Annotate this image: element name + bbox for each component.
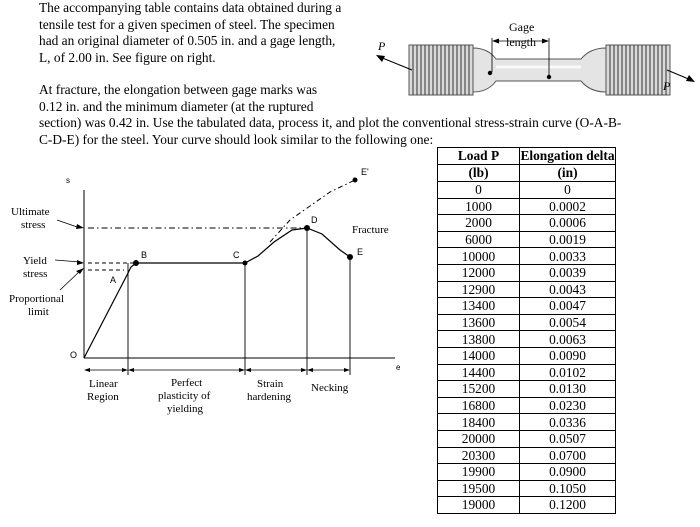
load-cell: 15200 xyxy=(438,381,520,398)
table-row xyxy=(438,430,616,447)
table-row xyxy=(438,314,616,331)
table-row xyxy=(438,397,616,414)
table-row xyxy=(438,231,616,248)
point-a-label: A xyxy=(110,275,117,285)
table-row xyxy=(438,264,616,281)
elongation-cell: 0.0900 xyxy=(520,464,616,481)
table-row xyxy=(438,447,616,464)
table-row xyxy=(438,414,616,431)
region-plastic-1: Perfect xyxy=(171,377,203,389)
load-cell: 2000 xyxy=(438,215,520,232)
problem-line: C-D-E) for the steel. Your curve should look similar to the following one: xyxy=(39,131,434,147)
elongation-cell: 0.0047 xyxy=(520,298,616,315)
elongation-cell: 0.0043 xyxy=(520,281,616,298)
elongation-cell: 0.0002 xyxy=(520,198,616,215)
gage-label-2: length xyxy=(506,35,536,49)
load-cell: 13400 xyxy=(438,298,520,315)
problem-line: section) was 0.42 in. Use the tabulated data, process it, and plot the conventional stress-strain curve (O-A-B- xyxy=(39,115,622,131)
elongation-cell: 0.0039 xyxy=(520,264,616,281)
problem-paragraph-1 xyxy=(39,0,341,66)
region-hardening-1: Strain xyxy=(257,378,284,390)
region-hardening-2: hardening xyxy=(247,391,291,403)
point-d xyxy=(304,225,310,231)
yield-label-1: Yield xyxy=(23,255,47,267)
table-header-row xyxy=(438,148,616,165)
elongation-cell: 0.0006 xyxy=(520,215,616,232)
point-b xyxy=(133,260,139,266)
elongation-cell: 0.0054 xyxy=(520,314,616,331)
gage-mark-left xyxy=(488,71,492,75)
region-linear-2: Region xyxy=(87,391,119,403)
load-label-left: P xyxy=(378,39,386,53)
load-cell: 16800 xyxy=(438,397,520,414)
region-linear-1: Linear xyxy=(89,378,118,390)
load-cell: 10000 xyxy=(438,248,520,265)
table-row xyxy=(438,198,616,215)
load-cell: 14400 xyxy=(438,364,520,381)
header-elongation: Elongation delta xyxy=(520,148,615,164)
load-cell: 0 xyxy=(438,182,520,199)
region-plastic-2: plasticity of xyxy=(158,390,211,402)
gage-label-1: Gage xyxy=(509,20,535,34)
specimen-figure xyxy=(376,15,696,110)
ultimate-label-1: Ultimate xyxy=(11,206,50,218)
point-c xyxy=(243,261,248,266)
load-cell: 19000 xyxy=(438,497,520,514)
elongation-cell: 0.0063 xyxy=(520,331,616,348)
load-cell: 18400 xyxy=(438,414,520,431)
axis-x-label: e xyxy=(396,363,401,372)
elongation-cell: 0.0700 xyxy=(520,447,616,464)
point-e xyxy=(347,254,353,260)
specimen-gage-section xyxy=(473,48,606,92)
load-cell: 14000 xyxy=(438,347,520,364)
ultimate-label-2: stress xyxy=(21,219,46,231)
point-c-label: C xyxy=(233,250,240,260)
elongation-cell: 0.0507 xyxy=(520,430,616,447)
problem-line: 0.12 in. and the minimum diameter (at the ruptured xyxy=(39,98,314,114)
right-thread-lines xyxy=(610,45,666,95)
elongation-cell: 0.0130 xyxy=(520,381,616,398)
header-elongation-unit: (in) xyxy=(520,165,616,182)
load-cell: 6000 xyxy=(438,231,520,248)
load-cell: 20300 xyxy=(438,447,520,464)
true-stress-curve xyxy=(270,180,355,242)
elongation-cell: 0.1200 xyxy=(520,497,616,514)
problem-line: had an original diameter of 0.505 in. and a gage length, xyxy=(39,33,336,49)
table-row xyxy=(438,480,616,497)
load-cell: 1000 xyxy=(438,198,520,215)
axis-y-label: s xyxy=(66,176,70,185)
elongation-cell: 0.0336 xyxy=(520,414,616,431)
point-e-label: E xyxy=(357,247,364,257)
load-cell: 12000 xyxy=(438,264,520,281)
yield-pointer xyxy=(55,260,80,262)
proportional-pointer xyxy=(60,271,80,290)
elongation-cell: 0.0102 xyxy=(520,364,616,381)
table-row xyxy=(438,364,616,381)
data-table xyxy=(437,147,616,514)
header-load: Load P xyxy=(438,148,520,165)
load-cell: 19900 xyxy=(438,464,520,481)
table-row xyxy=(438,248,616,265)
load-cell: 13600 xyxy=(438,314,520,331)
table-header-units-row xyxy=(438,165,616,182)
proportional-label-1: Proportional xyxy=(9,293,64,305)
header-load-unit: (lb) xyxy=(438,165,520,182)
right-load-arrowhead xyxy=(686,75,695,82)
problem-line: The accompanying table contains data obtained during a xyxy=(39,0,342,15)
region-plastic-3: yielding xyxy=(167,403,204,415)
point-d-label: D xyxy=(311,215,318,225)
elongation-cell: 0.0090 xyxy=(520,347,616,364)
table-row xyxy=(438,347,616,364)
problem-line: tensile test for a given specimen of steel. The specimen xyxy=(39,16,335,32)
table-row xyxy=(438,298,616,315)
fracture-label: Fracture xyxy=(352,224,389,236)
left-thread-lines xyxy=(413,45,469,95)
problem-line: At fracture, the elongation between gage marks was xyxy=(39,82,318,97)
proportional-label-2: limit xyxy=(28,306,49,318)
load-cell: 13800 xyxy=(438,331,520,348)
load-cell: 12900 xyxy=(438,281,520,298)
table-row xyxy=(438,281,616,298)
origin-label: O xyxy=(70,350,78,360)
load-label-right: P xyxy=(663,79,671,93)
stress-strain-curve xyxy=(84,228,350,358)
left-load-line xyxy=(380,57,412,70)
table-row xyxy=(438,497,616,514)
table-row xyxy=(438,464,616,481)
elongation-cell: 0.0230 xyxy=(520,397,616,414)
elongation-cell: 0.0019 xyxy=(520,231,616,248)
left-load-arrowhead xyxy=(376,55,385,62)
problem-line: L, of 2.00 in. See figure on right. xyxy=(39,49,216,65)
load-cell: 19500 xyxy=(438,480,520,497)
point-b-label: B xyxy=(141,250,148,260)
point-e-prime xyxy=(353,178,358,183)
point-e-prime-label: E' xyxy=(361,167,369,177)
load-cell: 20000 xyxy=(438,430,520,447)
elongation-cell: 0.0033 xyxy=(520,248,616,265)
table-row xyxy=(438,381,616,398)
region-necking: Necking xyxy=(311,382,349,394)
stress-strain-diagram xyxy=(0,170,430,400)
elongation-cell: 0 xyxy=(520,182,616,199)
table-row xyxy=(438,182,616,199)
table-row xyxy=(438,215,616,232)
yield-label-2: stress xyxy=(23,268,48,280)
table-row xyxy=(438,331,616,348)
elongation-cell: 0.1050 xyxy=(520,480,616,497)
